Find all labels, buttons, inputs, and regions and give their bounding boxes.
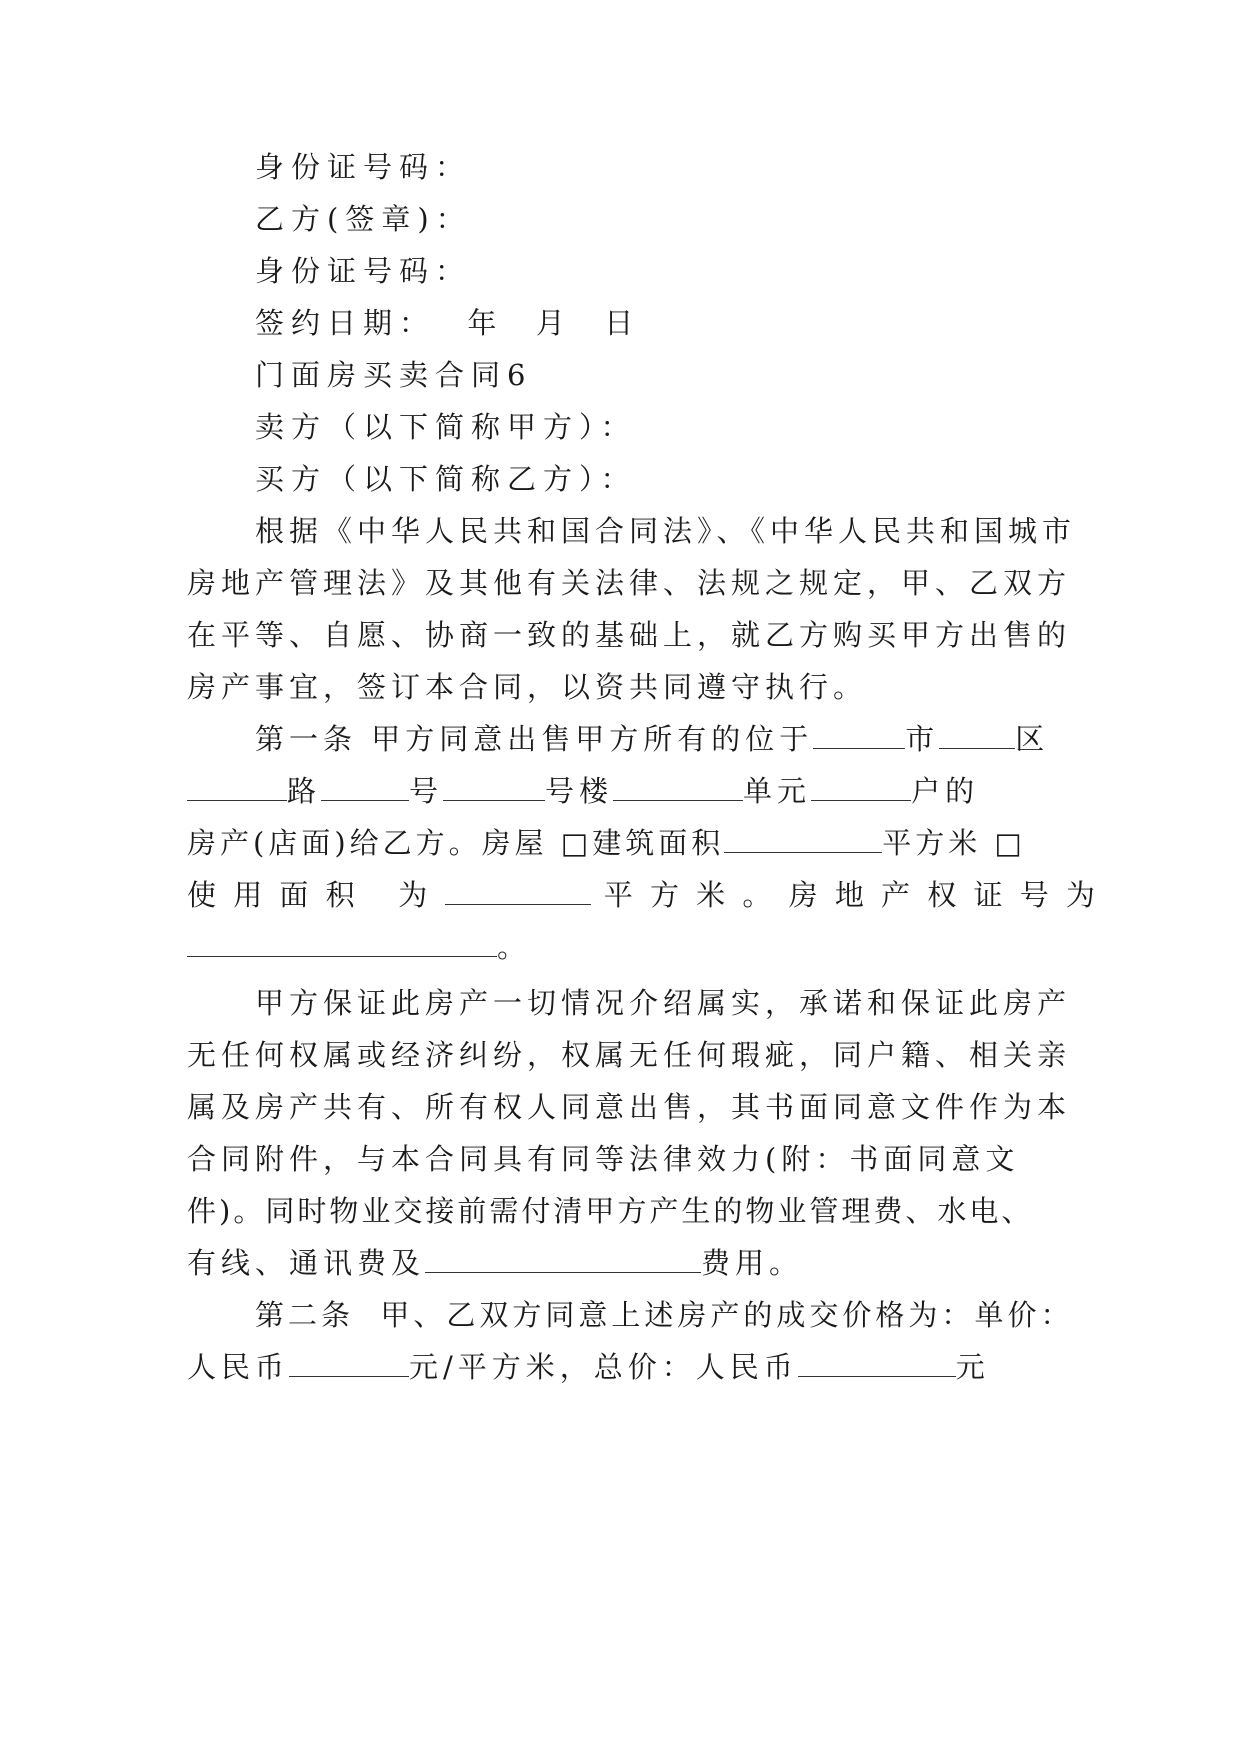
text: 。 [497,930,534,964]
article-2-line-2 [187,1347,1067,1387]
text: 费用。 [701,1246,804,1280]
blank-road [187,778,287,801]
guarantee-line-4 [187,1139,1067,1179]
text: 门面房买卖合同6 [255,358,533,392]
blank-usable-area [445,882,591,905]
blank-number [321,778,409,801]
text: 根据《中华人民共和国合同法》、《中华人民共和国城市 [255,514,1077,548]
blank-apartment [811,778,911,801]
text: 买方（以下简称乙方）： [255,462,637,496]
text: 合同附件，与本合同具有同等法律效力(附：书面同意文 [187,1142,1020,1176]
guarantee-line-1 [255,983,1072,1023]
blank-unit-price [289,1354,409,1377]
preamble-line-3 [187,615,1072,655]
article-1-line-4 [187,875,1099,915]
blank-building-area [724,830,882,853]
text: 卖方（以下简称甲方）： [255,410,637,444]
text: 第一条 甲方同意出售甲方所有的位于 [255,722,814,756]
text: 乙方(签章)： [255,202,472,236]
article-1-line-1 [255,719,1067,759]
text: 甲方保证此房产一切情况介绍属实，承诺和保证此房产 [255,986,1072,1020]
text: 户的 [911,774,980,808]
blank-city [813,726,905,749]
preamble-line-2 [187,563,1072,603]
text: 平 方 米 。 房 地 产 权 证 号 为 [603,878,1099,912]
article-2-line-1 [255,1295,1074,1335]
signing-date-line [255,303,1067,343]
text: 有线、通讯费及 [187,1246,426,1280]
text: 使 用 面 积 为 [187,878,432,912]
blank-total-price [798,1354,956,1377]
text: 号楼 [545,774,614,808]
text: 人民币 [187,1350,290,1384]
guarantee-line-3 [187,1087,1072,1127]
blank-unit [613,778,743,801]
article-1-line-3 [187,823,1067,863]
article-1-line-2 [187,771,1067,811]
seller-line [255,407,1067,447]
text: 平方米 □ [882,826,1026,860]
text: 签约日期： 年 月 日 [255,306,641,340]
text: 单元 [743,774,812,808]
text: 房产事宜，签订本合同，以资共同遵守执行。 [187,670,868,704]
id-number-label-party-a [255,147,1067,187]
blank-building [443,778,545,801]
guarantee-line-2 [187,1035,1072,1075]
text: 号 [409,774,444,808]
text: 房地产管理法》及其他有关法律、法规之规定，甲、乙双方 [187,566,1072,600]
text: 件)。同时物业交接前需付清甲方产生的物业管理费、水电、 [187,1194,1034,1228]
id-number-label-party-b [255,251,1067,291]
article-1-line-5 [187,927,1067,967]
text: 路 [287,774,322,808]
blank-district [939,726,1015,749]
text: 区 [1015,722,1050,756]
text: 身份证号码： [255,150,472,184]
text: 市 [905,722,940,756]
text: 房产(店面)给乙方。房屋 □建筑面积 [187,826,725,860]
text: 在平等、自愿、协商一致的基础上，就乙方购买甲方出售的 [187,618,1072,652]
text: 元 [955,1350,990,1384]
text: 元/平方米，总价：人民币 [409,1350,798,1384]
blank-other-fees [425,1250,701,1273]
text: 身份证号码： [255,254,472,288]
preamble-line-4 [187,667,1067,707]
guarantee-line-6 [187,1243,1067,1283]
buyer-line [255,459,1067,499]
preamble-line-1 [255,511,1077,551]
blank-certificate-number [187,934,497,957]
text: 第二条 甲、乙双方同意上述房产的成交价格为：单价： [255,1298,1074,1332]
text: 属及房产共有、所有权人同意出售，其书面同意文件作为本 [187,1090,1072,1124]
contract-title [255,355,1067,395]
text: 无任何权属或经济纠纷，权属无任何瑕疵，同户籍、相关亲 [187,1038,1072,1072]
party-b-signature-label [255,199,1067,239]
guarantee-line-5 [187,1191,1067,1231]
